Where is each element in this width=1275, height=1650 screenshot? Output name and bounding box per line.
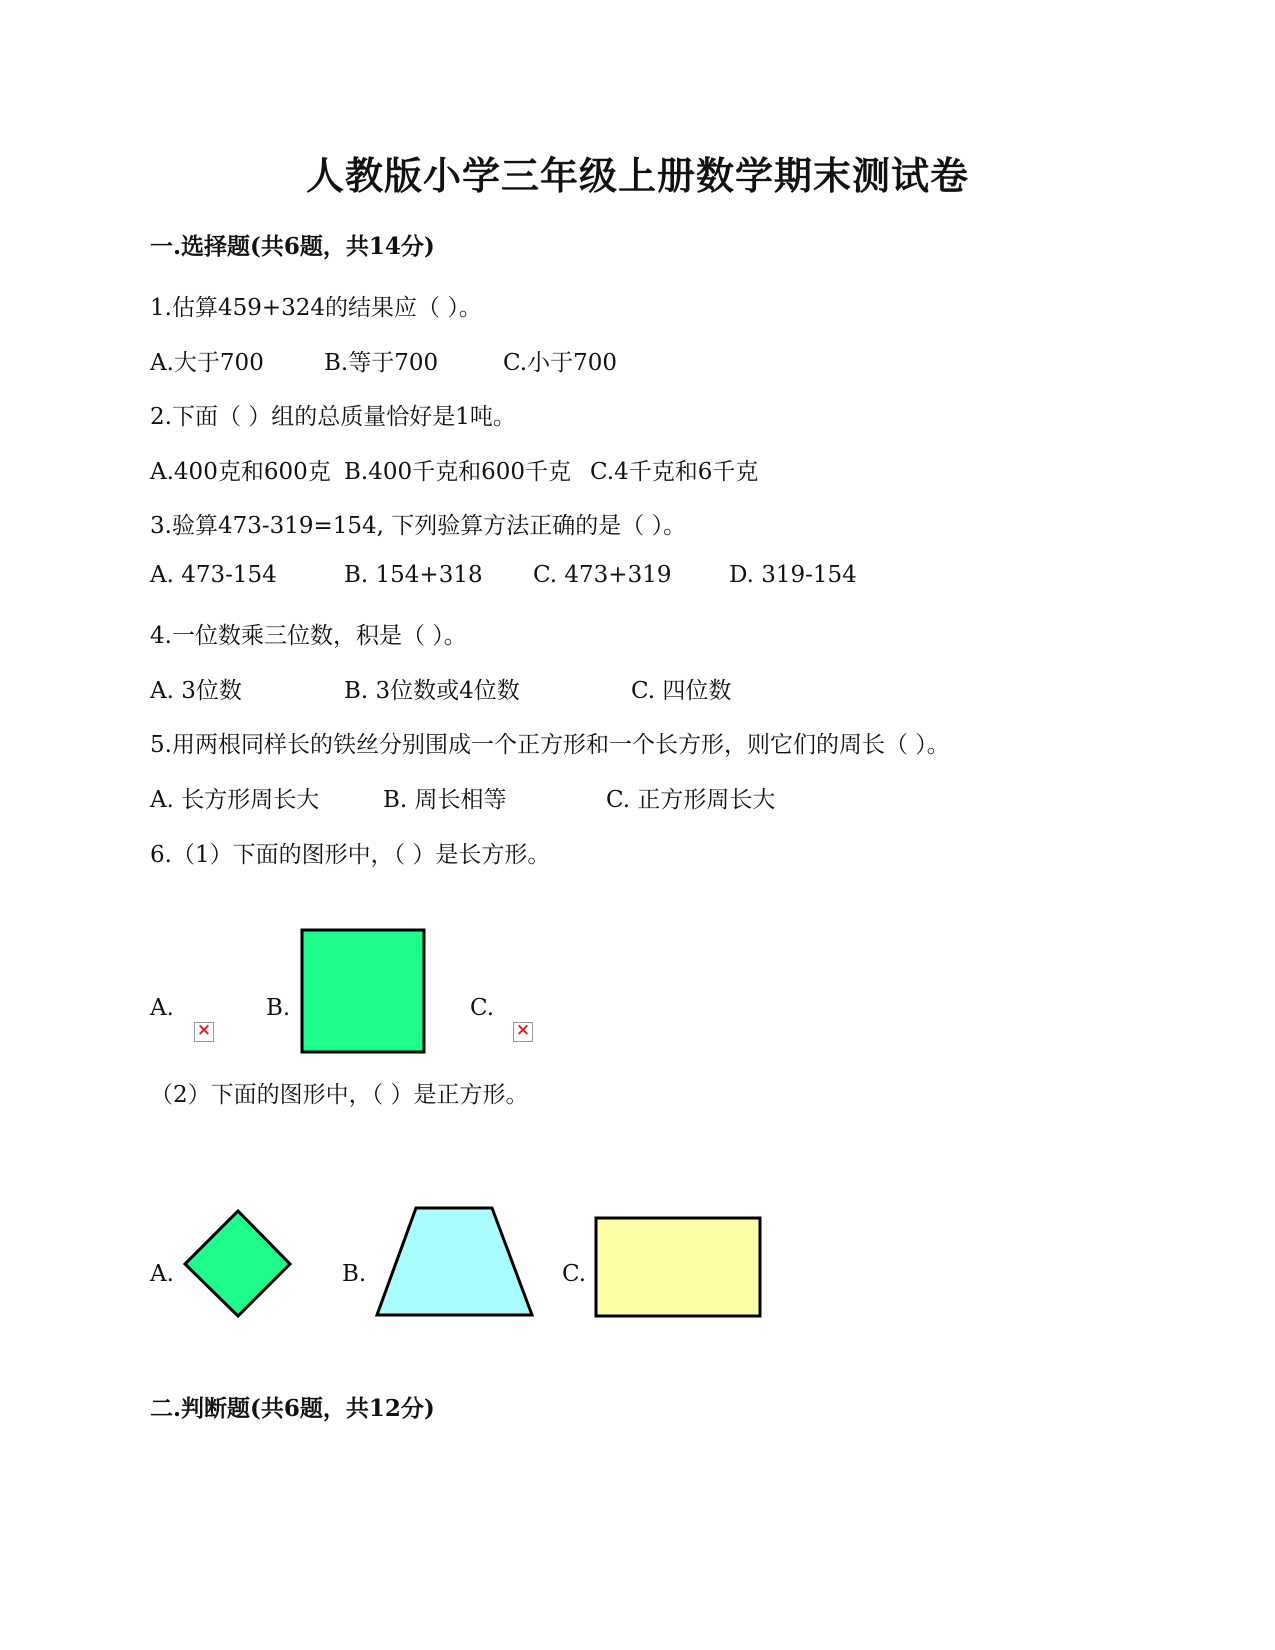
- question-4-stem: 4.一位数乘三位数，积是（ ）。: [150, 623, 467, 649]
- question-1-option-b: B.等于700: [324, 350, 439, 376]
- question-5-option-b: B. 周长相等: [383, 787, 507, 813]
- question-4-option-c: C. 四位数: [631, 678, 732, 704]
- question-2-option-b: B.400千克和600千克: [344, 459, 572, 485]
- section-heading-choice: 一.选择题(共6题，共14分): [150, 233, 435, 260]
- question-5-option-c: C. 正方形周长大: [606, 787, 776, 813]
- question-4-option-b: B. 3位数或4位数: [344, 678, 520, 704]
- question-1-option-c: C.小于700: [503, 350, 617, 376]
- question-6-part2-stem: （2）下面的图形中，（ ）是正方形。: [150, 1082, 529, 1108]
- question-3-stem: 3.验算473-319=154, 下列验算方法正确的是（ ）。: [150, 513, 687, 539]
- cyan-trapezoid-figure: [374, 1205, 536, 1319]
- broken-image-icon: [513, 1022, 533, 1042]
- question-6-part1-option-c: C.: [470, 995, 495, 1021]
- section-heading-judgment: 二.判断题(共6题，共12分): [150, 1395, 435, 1422]
- question-3-option-a: A. 473-154: [150, 562, 277, 588]
- question-3-option-c: C. 473+319: [533, 562, 672, 588]
- question-6-part1-stem: 6.（1）下面的图形中，（ ）是长方形。: [150, 842, 551, 868]
- question-2-option-a: A.400克和600克: [150, 459, 331, 485]
- question-5-option-a: A. 长方形周长大: [150, 787, 320, 813]
- question-6-part2-option-a: A.: [150, 1261, 174, 1287]
- question-3-option-b: B. 154+318: [344, 562, 483, 588]
- question-6-part1-option-b: B.: [266, 995, 291, 1021]
- question-6-part2-option-b: B.: [342, 1261, 367, 1287]
- question-1-stem: 1.估算459+324的结果应（ ）。: [150, 295, 482, 321]
- question-2-stem: 2.下面（ ）组的总质量恰好是1吨。: [150, 404, 516, 430]
- yellow-rectangle-figure: [594, 1216, 762, 1318]
- question-6-part1-option-a: A.: [150, 995, 174, 1021]
- question-2-option-c: C.4千克和6千克: [590, 459, 759, 485]
- broken-image-icon: [194, 1022, 214, 1042]
- green-square-figure: [300, 928, 426, 1054]
- question-5-stem: 5.用两根同样长的铁丝分别围成一个正方形和一个长方形，则它们的周长（ ）。: [150, 732, 950, 758]
- question-3-option-d: D. 319-154: [729, 562, 857, 588]
- page-title: 人教版小学三年级上册数学期末测试卷: [305, 153, 969, 198]
- question-1-option-a: A.大于700: [150, 350, 264, 376]
- question-4-option-a: A. 3位数: [150, 678, 242, 704]
- green-diamond-figure: [182, 1208, 294, 1320]
- question-6-part2-option-c: C.: [562, 1261, 587, 1287]
